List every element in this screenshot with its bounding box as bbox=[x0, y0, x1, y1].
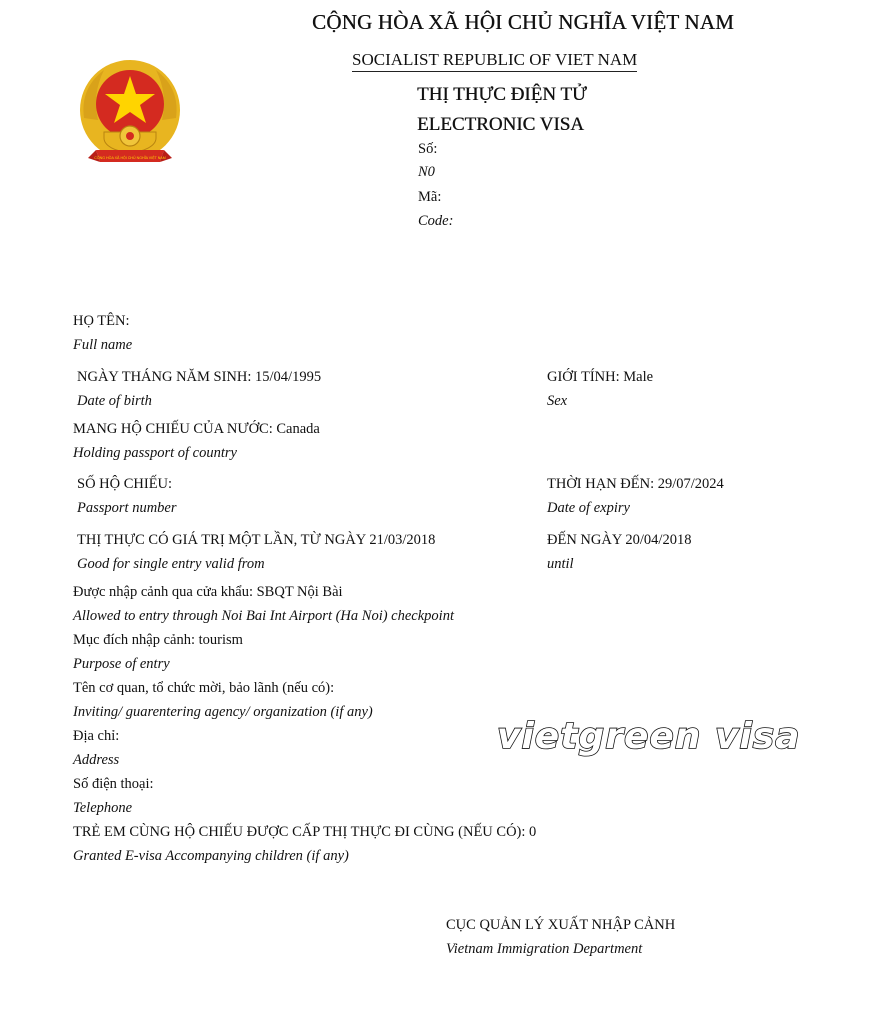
valid-from-vn: THỊ THỰC CÓ GIÁ TRỊ MỘT LẦN, TỪ NGÀY 21/03/2018 bbox=[77, 532, 436, 548]
sex-field-vn: GIỚI TÍNH: Male bbox=[547, 369, 654, 385]
so-label: Số: bbox=[418, 141, 438, 157]
valid-from-en: Good for single entry valid from bbox=[77, 556, 265, 572]
expiry-field-en: Date of expiry bbox=[547, 500, 630, 516]
country-name-en: SOCIALIST REPUBLIC OF VIET NAM bbox=[352, 50, 637, 72]
vietnam-national-emblem-icon bbox=[74, 58, 186, 170]
passport-country-vn: MANG HỘ CHIẾU CỦA NƯỚC: Canada bbox=[73, 421, 320, 437]
department-vn: CỤC QUẢN LÝ XUẤT NHẬP CẢNH bbox=[446, 917, 676, 933]
emblem-ribbon-text: CỘNG HÒA XÃ HỘI CHỦ NGHĨA VIỆT NAM bbox=[94, 156, 166, 160]
valid-until-vn: ĐẾN NGÀY 20/04/2018 bbox=[547, 532, 692, 548]
code-label: Code: bbox=[418, 213, 454, 229]
full-name-label-en: Full name bbox=[73, 337, 133, 353]
visa-title-vn: THỊ THỰC ĐIỆN TỬ bbox=[417, 84, 587, 105]
checkpoint-vn: Được nhập cảnh qua cửa khẩu: SBQT Nội Bài bbox=[73, 584, 343, 600]
watermark-text: vietgreen visa bbox=[497, 716, 801, 757]
agency-vn: Tên cơ quan, tổ chức mời, bảo lãnh (nếu có): bbox=[73, 680, 335, 696]
no-label: N0 bbox=[418, 164, 435, 180]
dob-field-en: Date of birth bbox=[77, 393, 152, 409]
sex-field-en: Sex bbox=[547, 393, 568, 409]
visa-title-en: ELECTRONIC VISA bbox=[417, 114, 584, 135]
address-en: Address bbox=[73, 752, 120, 768]
children-en: Granted E-visa Accompanying children (if any) bbox=[73, 848, 349, 864]
passport-country-en: Holding passport of country bbox=[73, 445, 237, 461]
passport-number-vn: SỐ HỘ CHIẾU: bbox=[77, 476, 173, 492]
ma-label: Mã: bbox=[418, 189, 442, 205]
full-name-label-vn: HỌ TÊN: bbox=[73, 313, 130, 329]
dob-field-vn: NGÀY THÁNG NĂM SINH: 15/04/1995 bbox=[77, 369, 322, 385]
valid-until-en: until bbox=[547, 556, 574, 572]
checkpoint-en: Allowed to entry through Noi Bai Int Airport (Ha Noi) checkpoint bbox=[73, 608, 454, 624]
expiry-field-vn: THỜI HẠN ĐẾN: 29/07/2024 bbox=[547, 476, 724, 492]
purpose-en: Purpose of entry bbox=[73, 656, 170, 672]
department-en: Vietnam Immigration Department bbox=[446, 941, 643, 957]
country-name-vn: CỘNG HÒA XÃ HỘI CHỦ NGHĨA VIỆT NAM bbox=[312, 10, 734, 34]
agency-en: Inviting/ guarentering agency/ organization (if any) bbox=[73, 704, 373, 720]
address-vn: Địa chỉ: bbox=[73, 728, 120, 744]
passport-number-en: Passport number bbox=[77, 500, 177, 516]
phone-vn: Số điện thoại: bbox=[73, 776, 154, 792]
phone-en: Telephone bbox=[73, 800, 133, 816]
children-vn: TRẺ EM CÙNG HỘ CHIẾU ĐƯỢC CẤP THỊ THỰC ĐI CÙNG (NẾU CÓ): 0 bbox=[73, 824, 537, 840]
purpose-vn: Mục đích nhập cảnh: tourism bbox=[73, 632, 243, 648]
